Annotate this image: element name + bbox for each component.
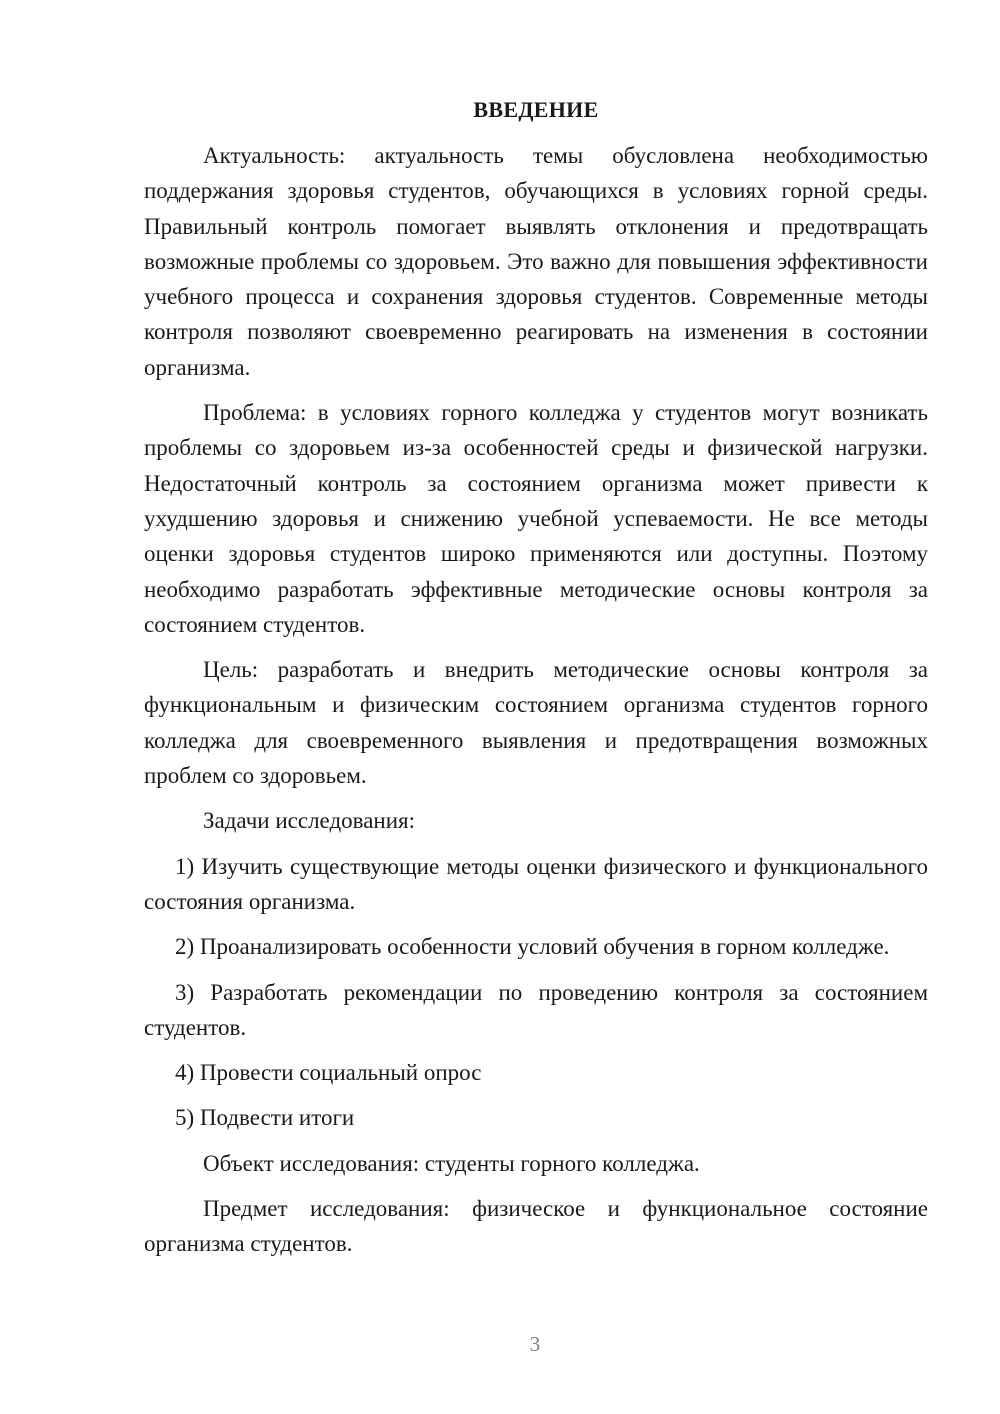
paragraph-relevance: Актуальность: актуальность темы обусловлена необходимостью поддержания здоровья студентов, обучающихся в условиях горной среды. Правильный контроль помогает выявлять отклонения и предотвращать возможные проблемы со здоровьем. Это важно для повышения эффективности учебного процесса и сохранения здоровья студентов. Современные методы контроля позволяют своевременно реагировать на изменения в состоянии организма.	[144, 143, 928, 380]
page-number: 3	[529, 1332, 541, 1356]
page-title: ВВЕДЕНИЕ	[473, 97, 599, 122]
paragraph-problem: Проблема: в условиях горного колледжа у студентов могут возникать проблемы со здоровьем из-за особенностей среды и физической нагрузки. Недостаточный контроль за состоянием организма может привести к ухудшению здоровья и снижению учебной успеваемости. Не все методы оценки здоровья студентов широко применяются или доступны. Поэтому необходимо разработать эффективные методические основы контроля за состоянием студентов.	[144, 400, 928, 637]
task-item-2: 2) Проанализировать особенности условий обучения в горном колледже.	[175, 934, 890, 960]
page-content	[144, 94, 928, 1262]
paragraph-object: Объект исследования: студенты горного колледжа.	[203, 1150, 700, 1176]
task-item-4: 4) Провести социальный опрос	[175, 1060, 482, 1086]
task-item-3: 3) Разработать рекомендации по проведению контроля за состоянием студентов.	[144, 979, 928, 1040]
paragraph-goal: Цель: разработать и внедрить методические основы контроля за функциональным и физическим состоянием организма студентов горного колледжа для своевременного выявления и предотвращения возможных проблем со здоровьем.	[144, 657, 928, 789]
tasks-title: Задачи исследования:	[203, 808, 416, 834]
task-item-5: 5) Подвести итоги	[175, 1105, 355, 1131]
paragraph-subject: Предмет исследования: физическое и функциональное состояние организма студентов.	[144, 1196, 928, 1257]
task-item-1: 1) Изучить существующие методы оценки физического и функционального состояния организма.	[144, 853, 928, 914]
